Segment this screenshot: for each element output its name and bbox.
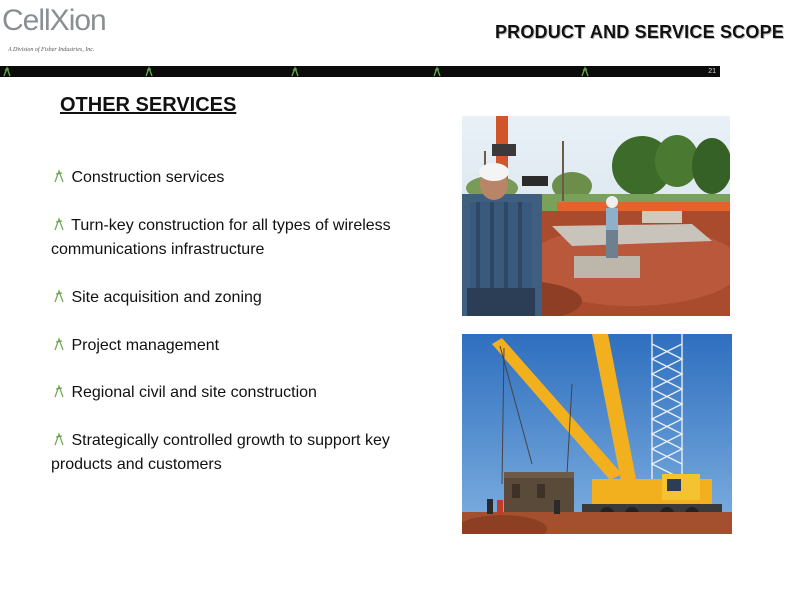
x-bullet-icon: [53, 432, 65, 446]
list-item: [51, 381, 317, 405]
list-item-text: Strategically controlled growth to support key products and customers: [51, 432, 390, 473]
logo-wordmark: CellXion: [2, 4, 106, 37]
list-item-text: Site acquisition and zoning: [71, 289, 262, 306]
x-bullet-icon: [53, 384, 65, 398]
page-number: 21: [708, 68, 716, 75]
x-bullet-icon: [53, 217, 65, 231]
company-logo: [2, 4, 112, 56]
x-bullet-icon: [53, 289, 65, 303]
x-mark-icon: [144, 66, 154, 77]
section-title: OTHER SERVICES: [60, 94, 237, 116]
x-mark-icon: [580, 66, 590, 77]
list-item-text: Construction services: [71, 169, 225, 186]
list-item-text: Project management: [71, 337, 220, 354]
list-item: [51, 286, 262, 310]
header-band: [0, 66, 720, 77]
list-item: [51, 429, 451, 477]
construction-site-photo: [462, 116, 730, 316]
x-mark-icon: [290, 66, 300, 77]
crane-lift-photo: [462, 334, 732, 534]
page-title: PRODUCT AND SERVICE SCOPE: [494, 22, 784, 42]
logo-tagline: A Division of Fisher Industries, Inc.: [8, 47, 95, 53]
list-item-text: Regional civil and site construction: [71, 384, 317, 401]
list-item: [51, 166, 224, 190]
x-bullet-icon: [53, 337, 65, 351]
list-item: [51, 214, 451, 262]
x-bullet-icon: [53, 169, 65, 183]
list-item: [51, 334, 219, 358]
x-mark-icon: [2, 66, 12, 77]
x-mark-icon: [432, 66, 442, 77]
list-item-text: Turn-key construction for all types of wireless communications infrastructure: [51, 217, 391, 258]
